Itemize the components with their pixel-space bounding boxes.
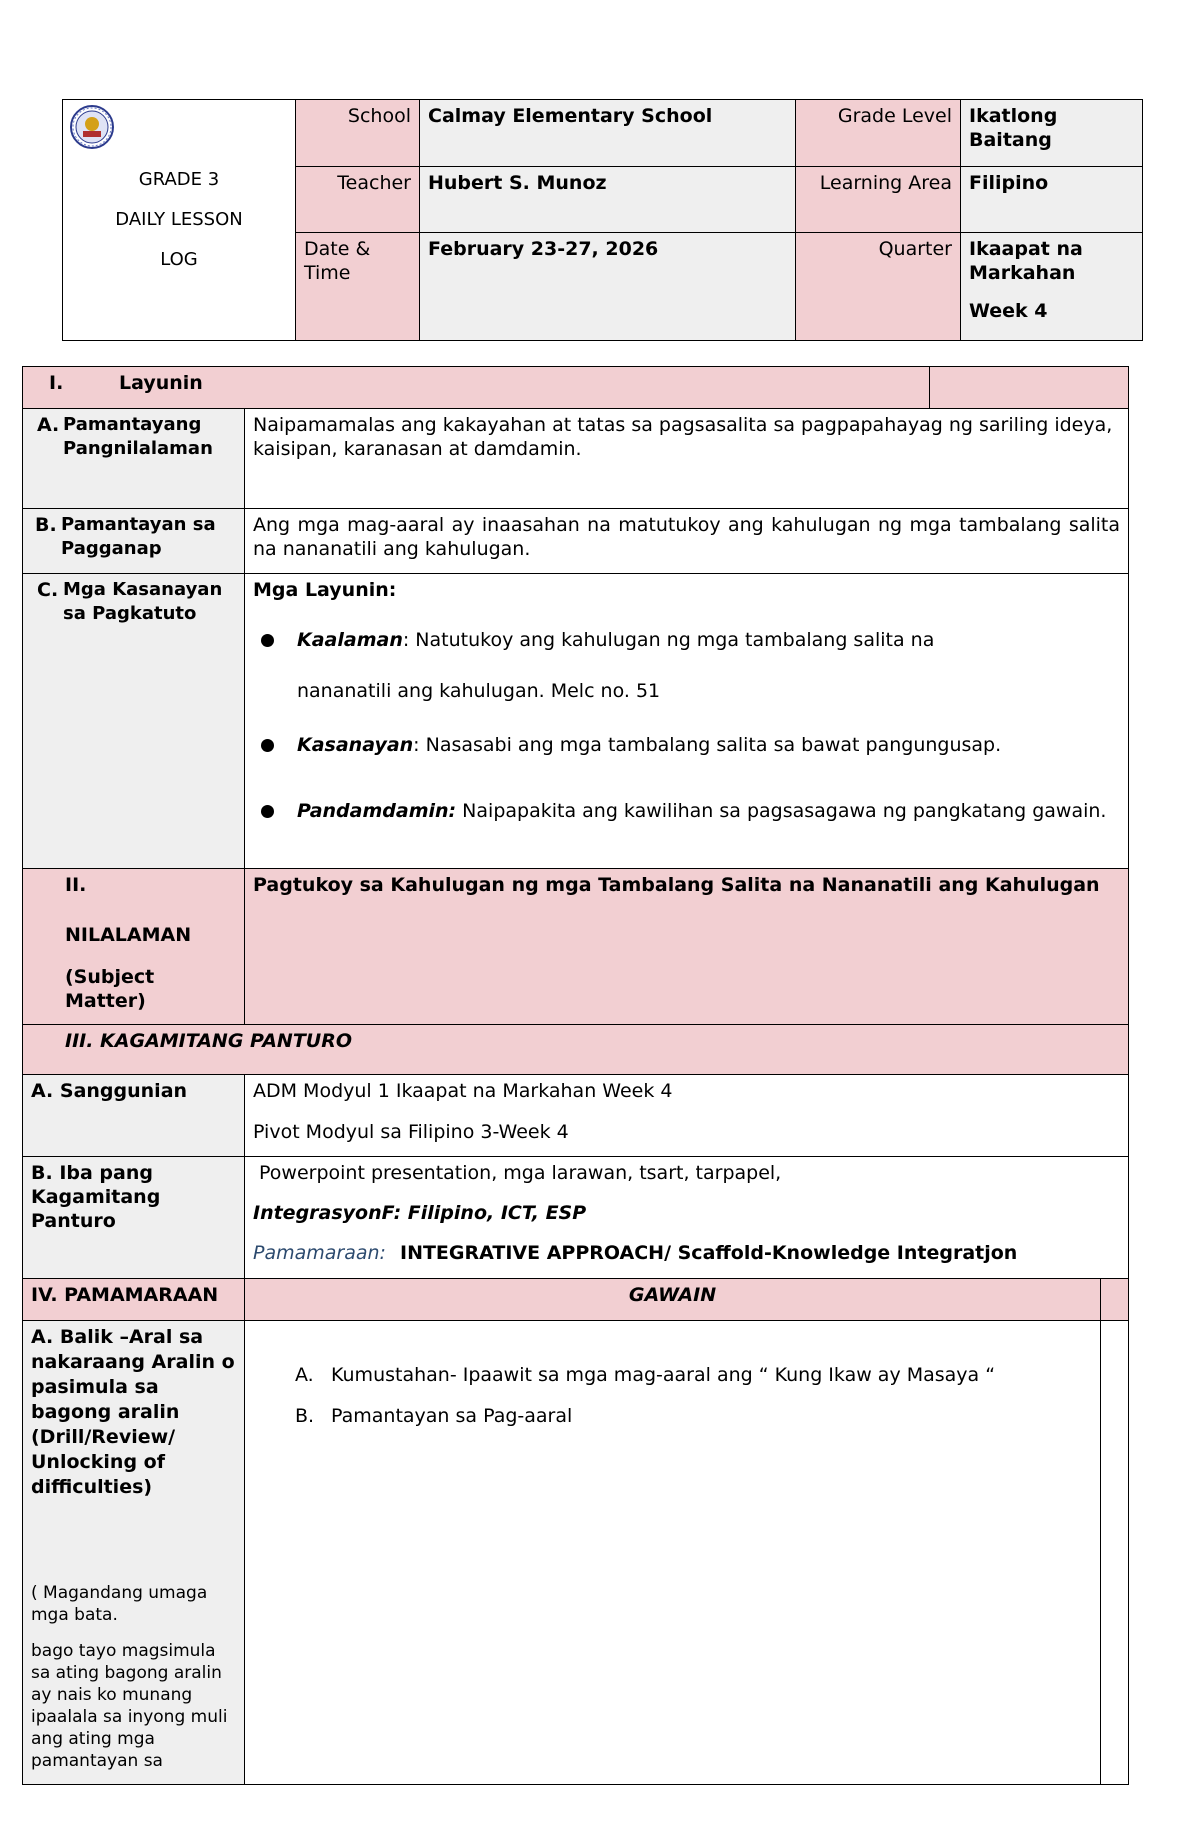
- layunin-header: [23, 367, 930, 409]
- header-table: [62, 99, 1143, 341]
- nilalaman-label: II. NILALAMAN (Subject Matter): [23, 869, 245, 1025]
- deped-seal-icon: [69, 104, 115, 150]
- teacher-value: Hubert S. Munoz: [420, 167, 796, 233]
- teacher-label: Teacher: [296, 167, 420, 233]
- bullet-icon: [261, 634, 274, 647]
- week-value: Week 4: [969, 300, 1048, 322]
- pamantayang-pangnilalaman-text: Naipamamalas ang kakayahan at tatas sa pagsasalita sa pagpapahayag ng sariling ideya, kaisipan, karanasan at damdamin.: [245, 409, 1129, 509]
- bullet-icon: [261, 805, 274, 818]
- nilalaman-text: Pagtukoy sa Kahulugan ng mga Tambalang Salita na Nananatili ang Kahulugan: [245, 869, 1129, 1025]
- layunin-num: I.: [49, 372, 64, 394]
- kasanayan-label: C. Mga Kasanayan sa Pagkatuto: [23, 574, 245, 869]
- gawain-header-blank: [1101, 1279, 1129, 1321]
- iba-pang-kagamitan-label: B. Iba pang Kagamitang Panturo: [23, 1157, 245, 1279]
- layunin-heading: Mga Layunin:: [253, 579, 397, 601]
- learning-area-value: Filipino: [961, 167, 1143, 233]
- pamamaraan-header: IV. PAMAMARAAN: [23, 1279, 245, 1321]
- quarter-cell: [961, 233, 1143, 341]
- objective-pandamdamin: Pandamdamin: Naipapakita ang kawilihan sa pagsasagawa ng pangkatang gawain.: [297, 795, 1120, 827]
- layunin-title: Layunin: [119, 372, 203, 394]
- lesson-table: [22, 366, 1129, 1785]
- gawain-header: GAWAIN: [245, 1279, 1101, 1321]
- date-label: Date & Time: [296, 233, 420, 341]
- layunin-header-blank: [930, 367, 1129, 409]
- balik-aral-cell: [245, 1321, 1101, 1785]
- grade-level-label: Grade Level: [796, 100, 961, 167]
- bullet-icon: [261, 739, 274, 752]
- learning-area-label: Learning Area: [796, 167, 961, 233]
- kasanayan-cell: [245, 574, 1129, 869]
- sanggunian-cell: ADM Modyul 1 Ikaapat na Markahan Week 4 Pivot Modyul sa Filipino 3-Week 4: [245, 1075, 1129, 1157]
- grade-block: [63, 100, 296, 341]
- balik-aral-label: A. Balik –Aral sa nakaraang Aralin o pasimula sa bagong aralin (Drill/Review/ Unlocking of difficulties) ( Magandang umaga mga bata. bago tayo magsimula sa ating bagong aralin ay nais ko munang ipaalala sa inyong muli ang ating mga pamantayan sa: [23, 1321, 245, 1785]
- grade-label: GRADE 3: [138, 169, 220, 190]
- log-title-2: LOG: [160, 249, 198, 270]
- iba-pang-kagamitan-cell: Powerpoint presentation, mga larawan, tsart, tarpapel, IntegrasyonF: Filipino, ICT, ESP Pamamaraan: INTEGRATIVE APPROACH/ Scaffold-Knowledge Integratjon: [245, 1157, 1129, 1279]
- school-label: School: [296, 100, 420, 167]
- pamantayan-pagganap-label: B. Pamantayan sa Pagganap: [23, 509, 245, 574]
- list-item: B. Pamantayan sa Pag-aaral: [295, 1405, 573, 1427]
- school-value: Calmay Elementary School: [420, 100, 796, 167]
- grade-level-value: Ikatlong Baitang: [961, 100, 1143, 167]
- sanggunian-label: A. Sanggunian: [23, 1075, 245, 1157]
- pamantayan-pagganap-text: Ang mga mag-aaral ay inaasahan na matutukoy ang kahulugan ng mga tambalang salita na nananatili ang kahulugan.: [245, 509, 1129, 574]
- log-title: DAILY LESSON: [115, 209, 243, 230]
- objective-kaalaman: Kaalaman: Natutukoy ang kahulugan ng mga tambalang salita na nananatili ang kahulugan. Melc no. 51: [297, 628, 1120, 703]
- objective-kasanayan: Kasanayan: Nasasabi ang mga tambalang salita sa bawat pangungusap.: [297, 733, 1120, 757]
- pamantayang-pangnilalaman-label: A. Pamantayang Pangnilalaman: [23, 409, 245, 509]
- date-value: February 23-27, 2026: [420, 233, 796, 341]
- kagamitan-header: III. KAGAMITANG PANTURO: [23, 1025, 1129, 1075]
- balik-aral-blank: [1101, 1321, 1129, 1785]
- quarter-value: Ikaapat na Markahan: [969, 238, 1083, 284]
- quarter-label: Quarter: [796, 233, 961, 341]
- list-item: A. Kumustahan- Ipaawit sa mga mag-aaral ang “ Kung Ikaw ay Masaya “: [295, 1364, 996, 1386]
